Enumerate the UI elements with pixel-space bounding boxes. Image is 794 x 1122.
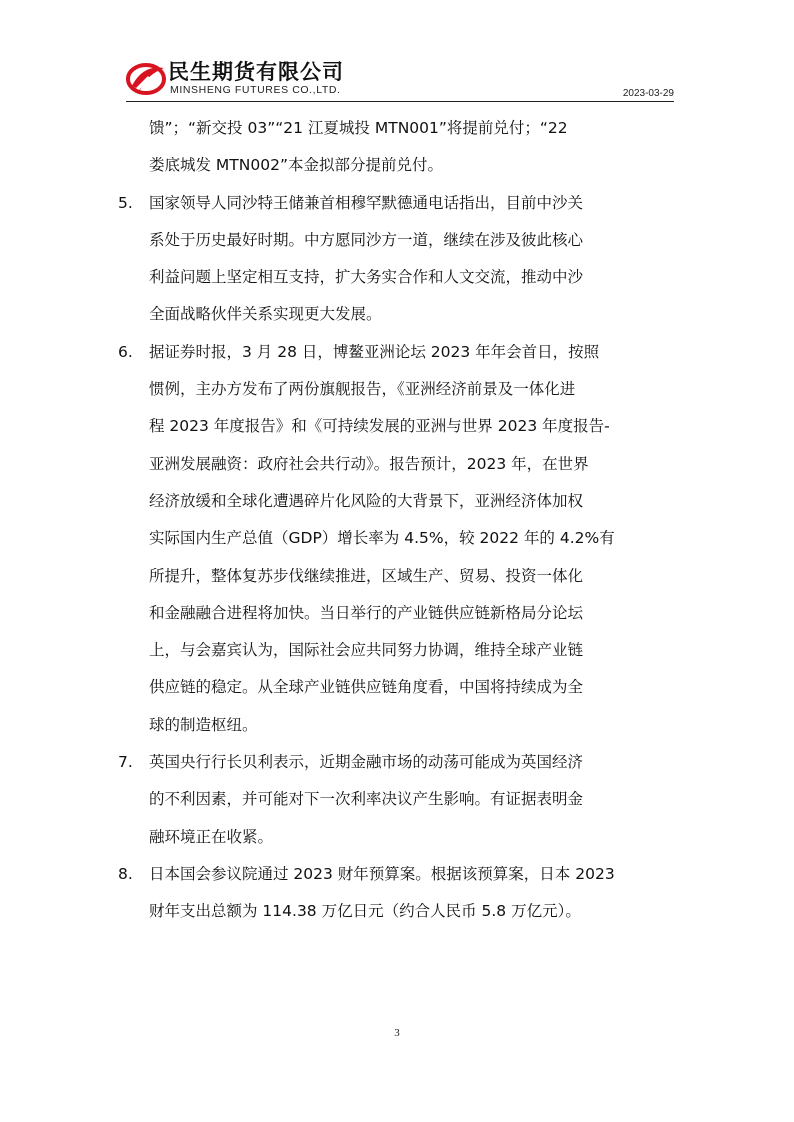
company-name-cn: 民生期货有限公司 xyxy=(168,60,344,84)
document-body xyxy=(118,110,678,931)
continuation-paragraph xyxy=(118,110,678,185)
text-line: 融环境正在收紧。 xyxy=(149,827,274,846)
text-line: 的不利因素，并可能对下一次利率决议产生影响。有证据表明金 xyxy=(149,790,584,809)
text-line: 经济放缓和全球化遭遇碎片化风险的大背景下，亚洲经济体加权 xyxy=(149,491,584,510)
page-number: 3 xyxy=(394,1027,400,1039)
news-item-7 xyxy=(118,744,678,856)
text-line: 娄底城发 MTN002”本金拟部分提前兑付。 xyxy=(149,156,443,175)
minsheng-logo-icon xyxy=(126,58,166,98)
text-line: 系处于历史最好时期。中方愿同沙方一道，继续在涉及彼此核心 xyxy=(149,230,584,249)
text-line: 球的制造枢纽。 xyxy=(149,715,258,734)
text-line: 供应链的稳定。从全球产业链供应链角度看，中国将持续成为全 xyxy=(149,678,584,697)
text-line: 实际国内生产总值（GDP）增长率为 4.5%，较 2022 年的 4.2%有 xyxy=(149,529,615,548)
text-line: 和金融融合进程将加快。当日举行的产业链供应链新格局分论坛 xyxy=(149,603,584,622)
text-line: 程 2023 年度报告》和《可持续发展的亚洲与世界 2023 年度报告- xyxy=(149,417,610,436)
text-line: 国家领导人同沙特王储兼首相穆罕默德通电话指出，目前中沙关 xyxy=(149,193,584,212)
news-item-6 xyxy=(118,334,678,744)
report-date: 2023-03-29 xyxy=(622,88,674,99)
text-line: 所提升，整体复苏步伐继续推进，区域生产、贸易、投资一体化 xyxy=(149,566,584,585)
item-number: 6. xyxy=(118,342,133,361)
item-number: 7. xyxy=(118,753,133,772)
text-line: 日本国会参议院通过 2023 财年预算案。根据该预算案，日本 2023 xyxy=(149,864,615,883)
news-item-5 xyxy=(118,185,678,334)
text-line: 馈”；“新交投 03”“21 江夏城投 MTN001”将提前兑付；“22 xyxy=(149,119,568,137)
text-line: 惯例，主办方发布了两份旗舰报告，《亚洲经济前景及一体化进 xyxy=(149,380,576,399)
text-line: 亚洲发展融资：政府社会共行动》。报告预计，2023 年，在世界 xyxy=(149,454,589,473)
page-header xyxy=(126,54,674,104)
header-divider xyxy=(126,101,674,102)
company-name-en: MINSHENG FUTURES CO.,LTD. xyxy=(170,84,341,96)
text-line: 全面战略伙伴关系实现更大发展。 xyxy=(149,305,382,324)
text-line: 上，与会嘉宾认为，国际社会应共同努力协调，维持全球产业链 xyxy=(149,641,584,660)
text-line: 利益问题上坚定相互支持，扩大务实合作和人文交流，推动中沙 xyxy=(149,268,584,287)
text-line: 财年支出总额为 114.38 万亿日元（约合人民币 5.8 万亿元）。 xyxy=(149,902,581,921)
item-number: 8. xyxy=(118,864,133,883)
news-item-8 xyxy=(118,856,678,931)
text-line: 英国央行行长贝利表示，近期金融市场的动荡可能成为英国经济 xyxy=(149,753,584,772)
item-number: 5. xyxy=(118,193,133,212)
text-line: 据证券时报，3 月 28 日，博鳌亚洲论坛 2023 年年会首日，按照 xyxy=(149,342,600,361)
